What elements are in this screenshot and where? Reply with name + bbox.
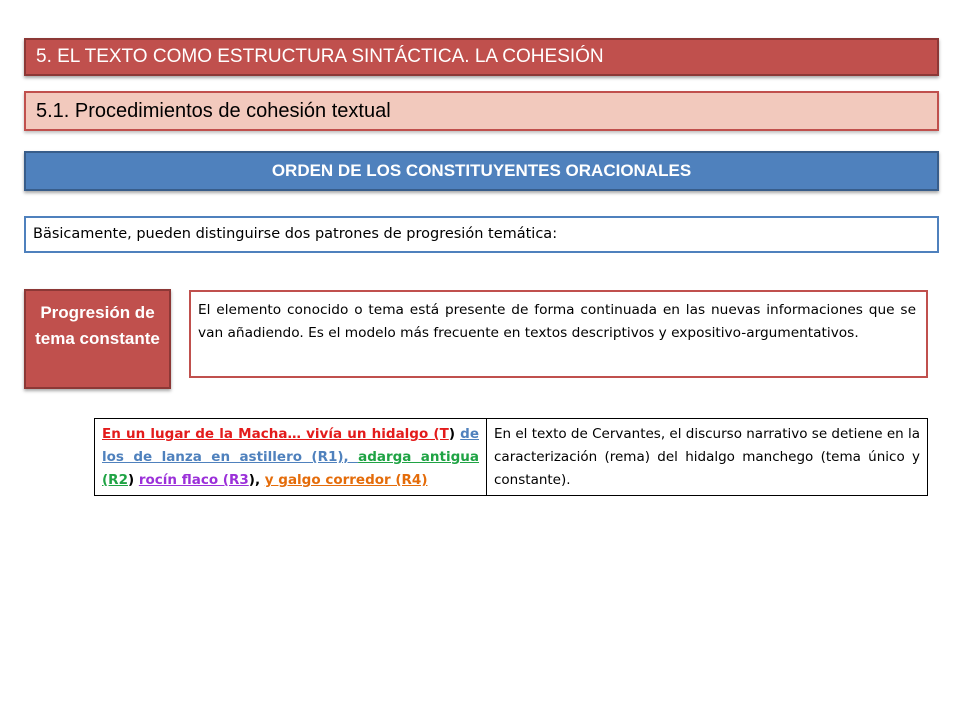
punctuation: ) (127, 472, 139, 488)
pattern-label-box (24, 289, 171, 389)
subsection-title: 5.1. Procedimientos de cohesión textual (36, 100, 391, 122)
rheme-1-segment: de los de lanza en astillero (R1), (102, 426, 479, 465)
pattern-description-box (189, 290, 928, 378)
punctuation: ), (248, 472, 265, 488)
rheme-3-segment: rocín flaco (R3 (138, 472, 249, 488)
section-title-bar (24, 38, 939, 76)
example-commentary: En el texto de Cervantes, el discurso narrativo se detiene en la caracterización (rema) del hidalgo manchego (tema único y constante). (494, 426, 920, 488)
pattern-label: Progresión de tema constante (35, 303, 160, 348)
intro-text: Bäsicamente, pueden distinguirse dos patrones de progresión temática: (33, 226, 558, 242)
subsection-title-bar (24, 91, 939, 131)
theme-segment: En un lugar de la Macha… vivía un hidalgo (T (102, 426, 449, 442)
pattern-description: El elemento conocido o tema está presente de forma continuada en las nuevas informaciones que se van añadiendo. Es el modelo más frecuente en textos descriptivos y expositivo-argumentativos. (198, 302, 916, 341)
section-title: 5. EL TEXTO COMO ESTRUCTURA SINTÁCTICA. LA COHESIÓN (36, 46, 604, 67)
topic-title-bar (24, 151, 939, 191)
example-commentary-cell (487, 419, 928, 496)
rheme-4-segment: y galgo corredor (R4) (264, 472, 428, 488)
intro-box (24, 216, 939, 253)
example-table (94, 418, 928, 496)
example-quote-cell (95, 419, 487, 496)
rheme-2-segment: adarga antigua (R2 (102, 449, 479, 488)
punctuation: ) (448, 426, 461, 442)
table-row (95, 419, 928, 496)
topic-title: ORDEN DE LOS CONSTITUYENTES ORACIONALES (271, 161, 692, 180)
